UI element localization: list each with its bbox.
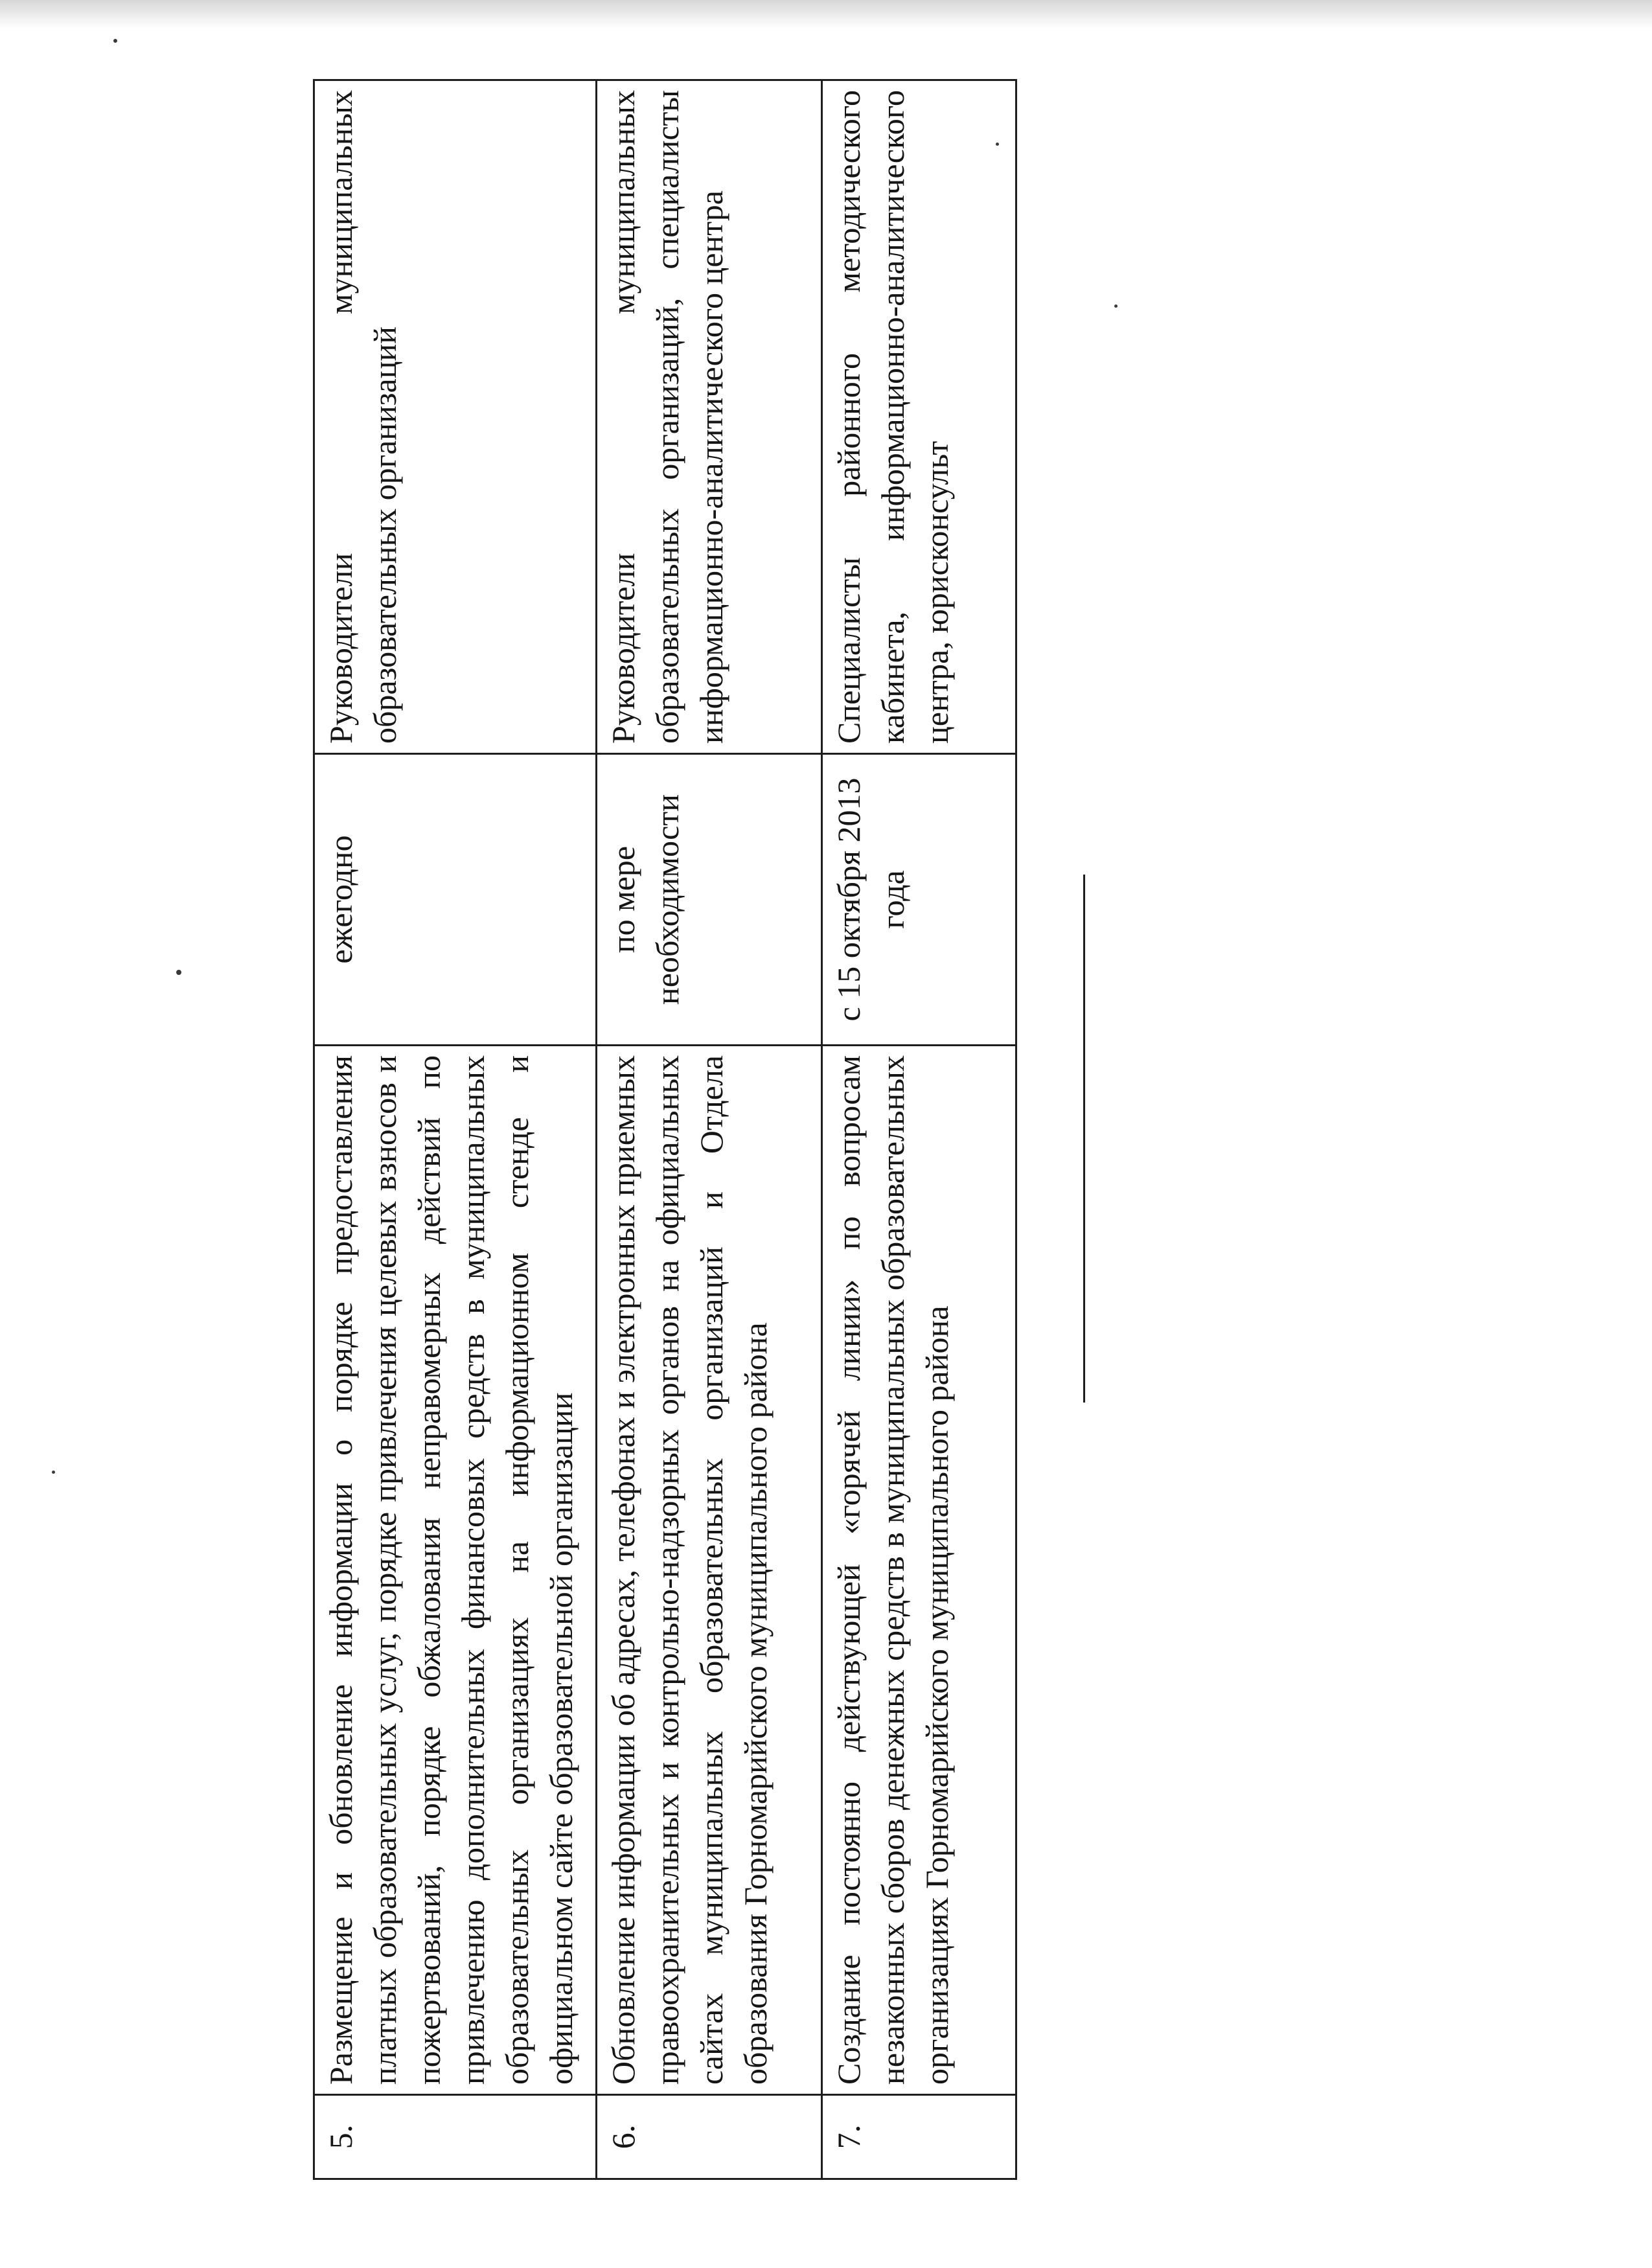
row-number: 5. — [314, 2095, 597, 2179]
table-row — [314, 80, 597, 2179]
table-row — [597, 80, 822, 2179]
responsible-text: Специалисты районного методического кабинета, информационно-аналитического центра, юрисконсульт — [822, 80, 1016, 754]
closing-rule-line — [1083, 875, 1085, 1403]
row-number: 6. — [597, 2095, 822, 2179]
deadline-text: по мере необходимости — [597, 754, 822, 1046]
row-number: 7. — [822, 2095, 1016, 2179]
responsible-text: Руководители муниципальных образовательных организаций — [314, 80, 597, 754]
rotated-page-content — [313, 81, 1015, 2180]
measure-text: Обновление информации об адресах, телефонах и электронных приемных правоохранительных и контрольно-надзорных органов на официальных сайтах муниципальных образовательных организаций и Отдела образования Горномарийского муниципального района — [597, 1046, 822, 2095]
measure-text: Создание постоянно действующей «горячей линии» по вопросам незаконных сборов денежных средств в муниципальных образовательных организациях Горномарийского муниципального района — [822, 1046, 1016, 2095]
table-row — [822, 80, 1016, 2179]
scan-speck — [176, 970, 181, 975]
scan-shadow — [0, 0, 1652, 29]
scan-speck — [1114, 304, 1118, 308]
deadline-text: ежегодно — [314, 754, 597, 1046]
scan-speck — [52, 1471, 55, 1474]
scan-speck — [113, 39, 117, 43]
measure-text: Размещение и обновление информации о порядке предоставления платных образовательных услуг, порядке привлечения целевых взносов и пожертвований, порядке обжалования неправомерных действий по привлечению дополнительных финансовых средств в муниципальных образовательных организациях на информационном стенде и официальном сайте образовательной организации — [314, 1046, 597, 2095]
measures-table — [313, 79, 1017, 2180]
deadline-text: с 15 октября 2013 года — [822, 754, 1016, 1046]
responsible-text: Руководители муниципальных образовательных организаций, специалисты информационно-аналитического центра — [597, 80, 822, 754]
